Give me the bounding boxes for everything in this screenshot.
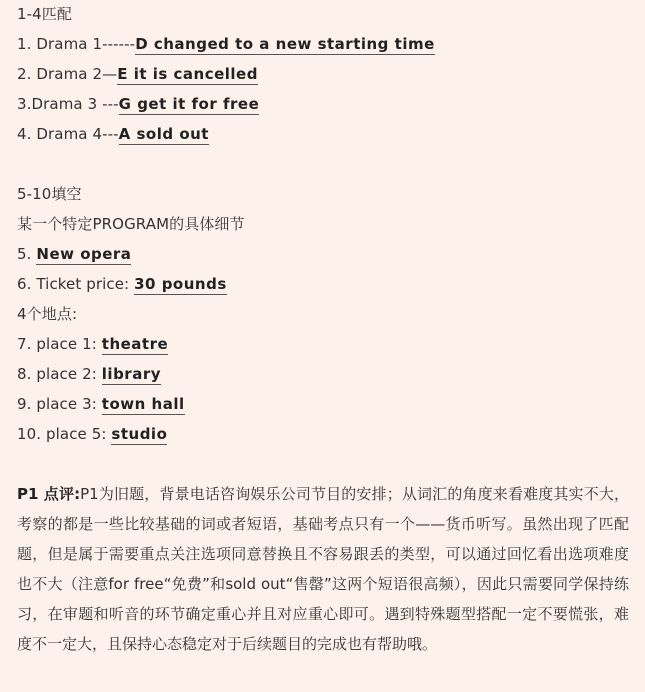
comment-paragraph <box>17 479 629 659</box>
match-answer: D changed to a new starting time <box>135 35 435 53</box>
comment-text: P1为旧题，背景电话咨询娱乐公司节目的安排；从词汇的角度来看难度其实不大，考察的都是一些比较基础的词或者短语，基础考点只有一个——货币听写。虽然出现了匹配题，但是属于需要重点关注选项同意替换且不容易跟丢的类型，可以通过回忆看出选项难度也不大（注意for free“免费”和sold out“售罄”这两个短语很高频），因此只需要同学保持练习，在审题和听音的环节确定重心并且对应重心即可。遇到特殊题型搭配一定不要慌张，难度不一定大，且保持心态稳定对于后续题目的完成也有帮助哦。 <box>17 485 629 653</box>
place-prefix: 10. place 5: <box>17 425 112 443</box>
fill-item-5 <box>17 244 131 264</box>
place-prefix: 9. place 3: <box>17 395 102 413</box>
fill-prefix: 5. <box>17 245 37 263</box>
match-answer: G get it for free <box>118 95 260 113</box>
program-note: 某一个特定PROGRAM的具体细节 <box>17 215 245 233</box>
place-answer: studio <box>111 425 168 443</box>
match-prefix: 1. Drama 1------ <box>17 35 136 53</box>
place-item-10 <box>17 424 167 444</box>
match-item-4 <box>17 124 209 144</box>
fill-heading: 5-10填空 <box>17 185 82 203</box>
comment-label: P1 点评: <box>17 485 81 503</box>
place-item-8 <box>17 364 161 384</box>
place-answer: theatre <box>101 335 169 353</box>
place-answer: library <box>101 365 161 383</box>
fill-answer: 30 pounds <box>134 275 227 293</box>
match-item-1 <box>17 34 435 54</box>
fill-answer: New opera <box>36 245 132 263</box>
place-item-7 <box>17 334 168 354</box>
match-item-2 <box>17 64 258 84</box>
match-item-3 <box>17 94 259 114</box>
match-prefix: 2. Drama 2— <box>17 65 118 83</box>
place-answer: town hall <box>101 395 185 413</box>
place-item-9 <box>17 394 185 414</box>
match-answer: E it is cancelled <box>117 65 258 83</box>
match-prefix: 4. Drama 4--- <box>17 125 119 143</box>
places-label: 4个地点: <box>17 305 78 323</box>
match-prefix: 3.Drama 3 --- <box>17 95 119 113</box>
match-answer: A sold out <box>118 125 209 143</box>
fill-item-6 <box>17 274 227 294</box>
place-prefix: 7. place 1: <box>17 335 102 353</box>
match-heading: 1-4匹配 <box>17 5 72 23</box>
fill-prefix: 6. Ticket price: <box>17 275 135 293</box>
place-prefix: 8. place 2: <box>17 365 102 383</box>
